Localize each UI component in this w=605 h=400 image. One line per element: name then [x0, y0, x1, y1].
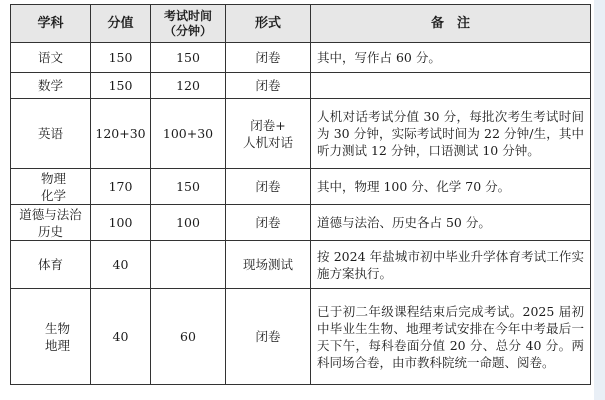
form-cell	[226, 99, 311, 169]
exam-subjects-table	[10, 4, 591, 385]
score-cell: 40	[91, 241, 151, 289]
form-cell	[226, 169, 311, 205]
subject-name-line1: 物理	[41, 170, 67, 186]
time-cell: 150	[151, 169, 226, 205]
subject-name: 数学	[37, 78, 63, 93]
form-text: 现场测试	[242, 257, 293, 272]
note-cell: 人机对话考试分值 30 分，每批次考生考试时间为 30 分钟，实际考试时间为 22 分钟/生，其中听力测试 12 分钟，口语测试 10 分钟。	[311, 99, 591, 169]
subject-cell	[11, 43, 91, 73]
page-edge	[594, 0, 605, 400]
table-header-row	[11, 5, 591, 43]
note-cell	[311, 73, 591, 99]
form-cell	[226, 241, 311, 289]
score-cell: 150	[91, 73, 151, 99]
subject-name-line2: 化学	[41, 187, 67, 203]
note-cell: 其中，物理 100 分、化学 70 分。	[311, 169, 591, 205]
subject-cell	[11, 289, 91, 385]
form-text-line1: 闭卷+	[250, 117, 286, 133]
table-row	[11, 205, 591, 241]
header-form: 形式	[226, 5, 311, 43]
subject-cell	[11, 169, 91, 205]
subject-name-line2: 地理	[45, 337, 71, 353]
form-cell	[226, 205, 311, 241]
time-cell: 100+30	[151, 99, 226, 169]
note-cell: 道德与法治、历史各占 50 分。	[311, 205, 591, 241]
table-row	[11, 99, 591, 169]
time-cell: 100	[151, 205, 226, 241]
form-cell	[226, 43, 311, 73]
score-cell: 100	[91, 205, 151, 241]
subject-name: 体育	[37, 257, 63, 272]
note-cell: 按 2024 年盐城市初中毕业升学体育考试工作实施方案执行。	[311, 241, 591, 289]
time-cell: 120	[151, 73, 226, 99]
form-cell	[226, 289, 311, 385]
subject-name-line1: 生物	[45, 320, 71, 336]
form-text: 闭卷	[255, 78, 281, 93]
note-cell: 已于初二年级课程结束后完成考试。2025 届初中毕业生生物、地理考试安排在今年中考最后一天下午，每科卷面分值 20 分、总分 40 分。两科同场合卷，由市教科院统一命题、阅卷。	[311, 289, 591, 385]
header-subject: 学科	[11, 5, 91, 43]
subject-cell	[11, 205, 91, 241]
table-row	[11, 289, 591, 385]
table-row	[11, 241, 591, 289]
table-row	[11, 43, 591, 73]
header-note: 备 注	[311, 5, 591, 43]
subject-name: 语文	[37, 50, 63, 65]
form-text-line2: 人机对话	[242, 134, 293, 150]
table-row	[11, 169, 591, 205]
form-text: 闭卷	[255, 179, 281, 194]
subject-name-line2: 历史	[37, 223, 63, 239]
form-text: 闭卷	[255, 50, 281, 65]
score-cell: 120+30	[91, 99, 151, 169]
subject-cell	[11, 241, 91, 289]
header-time-line1: 考试时间	[163, 8, 212, 23]
header-time-line2: （分钟）	[163, 23, 212, 38]
form-text: 闭卷	[255, 329, 281, 344]
table-row	[11, 73, 591, 99]
form-cell	[226, 73, 311, 99]
subject-cell	[11, 73, 91, 99]
form-text: 闭卷	[255, 215, 281, 230]
subject-name-line1: 道德与法治	[19, 206, 82, 222]
score-cell: 170	[91, 169, 151, 205]
time-cell: 60	[151, 289, 226, 385]
subject-name: 英语	[37, 126, 63, 141]
note-cell: 其中，写作占 60 分。	[311, 43, 591, 73]
score-cell: 150	[91, 43, 151, 73]
score-cell: 40	[91, 289, 151, 385]
header-score: 分值	[91, 5, 151, 43]
header-time	[151, 5, 226, 43]
time-cell	[151, 241, 226, 289]
subject-cell	[11, 99, 91, 169]
time-cell: 150	[151, 43, 226, 73]
